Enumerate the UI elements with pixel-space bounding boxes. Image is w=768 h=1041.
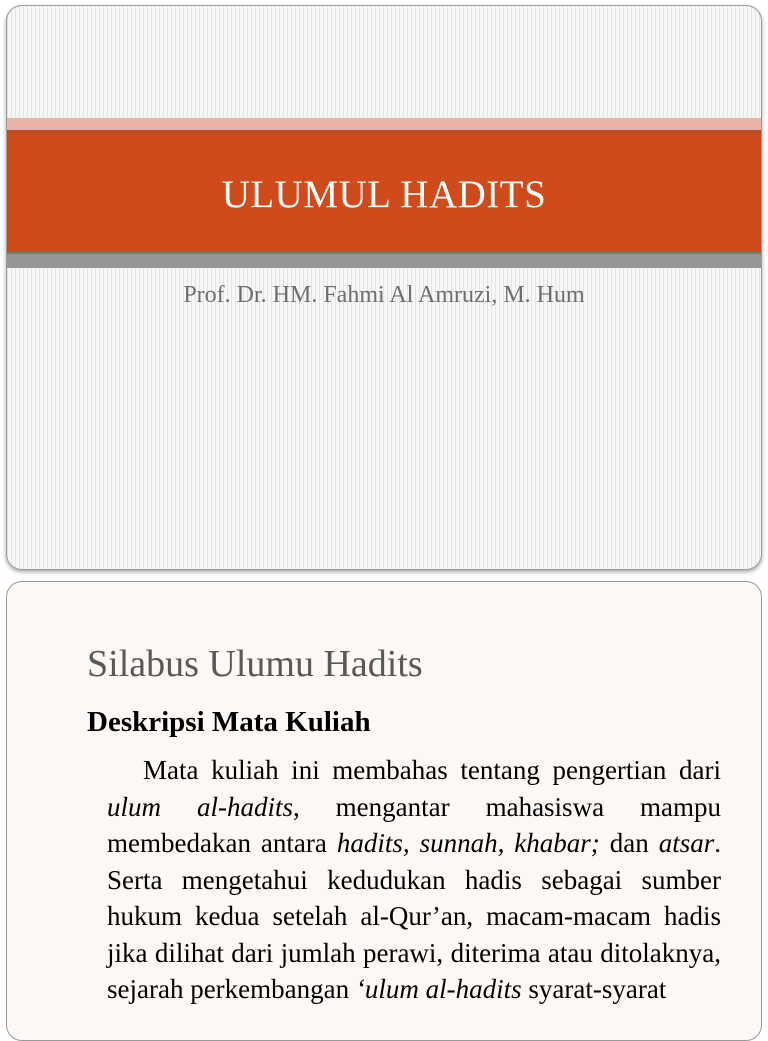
description-paragraph [107, 752, 721, 1008]
body-text: , mengantar mahasiswa mampu membedakan antara [107, 791, 721, 858]
body-text: Mata kuliah ini membahas tentang pengertian dari [143, 755, 721, 785]
title-band [7, 134, 761, 254]
content-slide [6, 581, 762, 1041]
title-band-top-accent [7, 118, 761, 130]
body-term: atsar [658, 828, 715, 858]
title-slide [6, 5, 762, 570]
slide-heading: Silabus Ulumu Hadits [87, 643, 423, 685]
body-text: syarat-syarat [521, 974, 667, 1004]
section-heading: Deskripsi Mata Kuliah [87, 706, 371, 738]
title-band-bottom-accent [7, 254, 761, 268]
slide-subtitle: Prof. Dr. HM. Fahmi Al Amruzi, M. Hum [183, 282, 585, 308]
body-term: ulum al-hadits [107, 791, 293, 822]
body-term: hadits, sunnah, khabar; [336, 828, 600, 858]
body-term: ‘ulum al-hadits [355, 974, 522, 1004]
slide-title: ULUMUL HADITS [221, 172, 547, 216]
body-text: dan [599, 828, 659, 858]
body-text: . Serta mengetahui kedudukan hadis sebagai sumber hukum kedua setelah al-Qur’an, macam-macam hadis jika dilihat dari jumlah perawi, diterima atau ditolaknya, sejarah perkembangan [107, 828, 722, 1004]
